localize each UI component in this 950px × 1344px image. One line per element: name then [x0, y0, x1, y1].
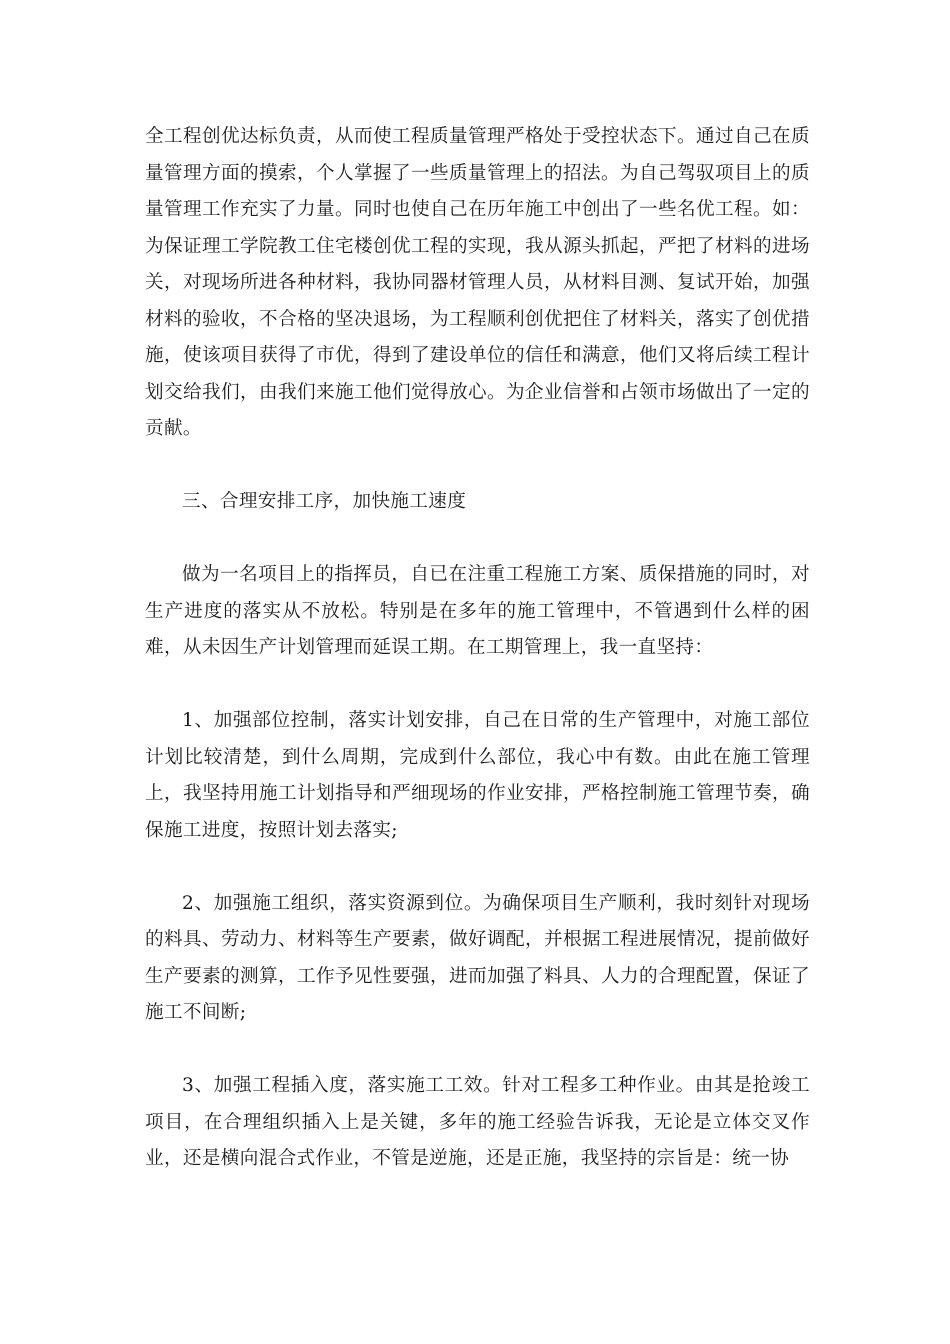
document-page: [145, 119, 810, 1178]
list-item-3: 3、加强工程插入度，落实施工工效。针对工程多工种作业。由其是抢竣工项目，在合理组织插入上是关键，多年的施工经验告诉我，无论是立体交叉作业，还是横向混合式作业，不管是逆施，还是正施，我坚持的宗旨是：统一协: [145, 1075, 810, 1169]
section-heading-3: 三、合理安排工序，加快施工速度: [182, 491, 467, 512]
list-item-1: 1、加强部位控制，落实计划安排，自己在日常的生产管理中，对施工部位计划比较清楚，到什么周期，完成到什么部位，我心中有数。由此在施工管理上，我坚持用施工计划指导和严细现场的作业安排，严格控制施工管理节奏，确保施工进度，按照计划去落实;: [145, 710, 810, 841]
paragraph-spacer: [145, 667, 810, 704]
paragraph-spacer: [145, 849, 810, 886]
paragraph-spacer: [145, 448, 810, 485]
paragraph-spacer: [145, 1032, 810, 1069]
list-item-2: 2、加强施工组织，落实资源到位。为确保项目生产顺利，我时刻针对现场的料具、劳动力、材料等生产要素，做好调配，并根据工程进展情况，提前做好生产要素的测算，工作予见性要强，进而加强了料具、人力的合理配置，保证了施工不间断;: [145, 892, 810, 1023]
paragraph-quality-management: 全工程创优达标负责，从而使工程质量管理严格处于受控状态下。通过自己在质量管理方面的摸索，个人掌握了一些质量管理上的招法。为自己驾驭项目上的质量管理工作充实了力量。同时也使自己在历年施工中创出了一些名优工程。如：为保证理工学院教工住宅楼创优工程的实现，我从源头抓起，严把了材料的进场关，对现场所进各种材料，我协同器材管理人员，从材料目测、复试开始，加强材料的验收，不合格的坚决退场，为工程顺利创优把住了材料关，落实了创优措施，使该项目获得了市优，得到了建设单位的信任和满意，他们又将后续工程计划交给我们，由我们来施工他们觉得放心。为企业信誉和占领市场做出了一定的贡献。: [145, 126, 810, 439]
paragraph-spacer: [145, 521, 810, 558]
paragraph-commander-role: 做为一名项目上的指挥员，自已在注重工程施工方案、质保措施的同时，对生产进度的落实从不放松。特别是在多年的施工管理中，不管遇到什么样的困难，从未因生产计划管理而延误工期。在工期管理上，我一直坚持：: [145, 564, 810, 658]
